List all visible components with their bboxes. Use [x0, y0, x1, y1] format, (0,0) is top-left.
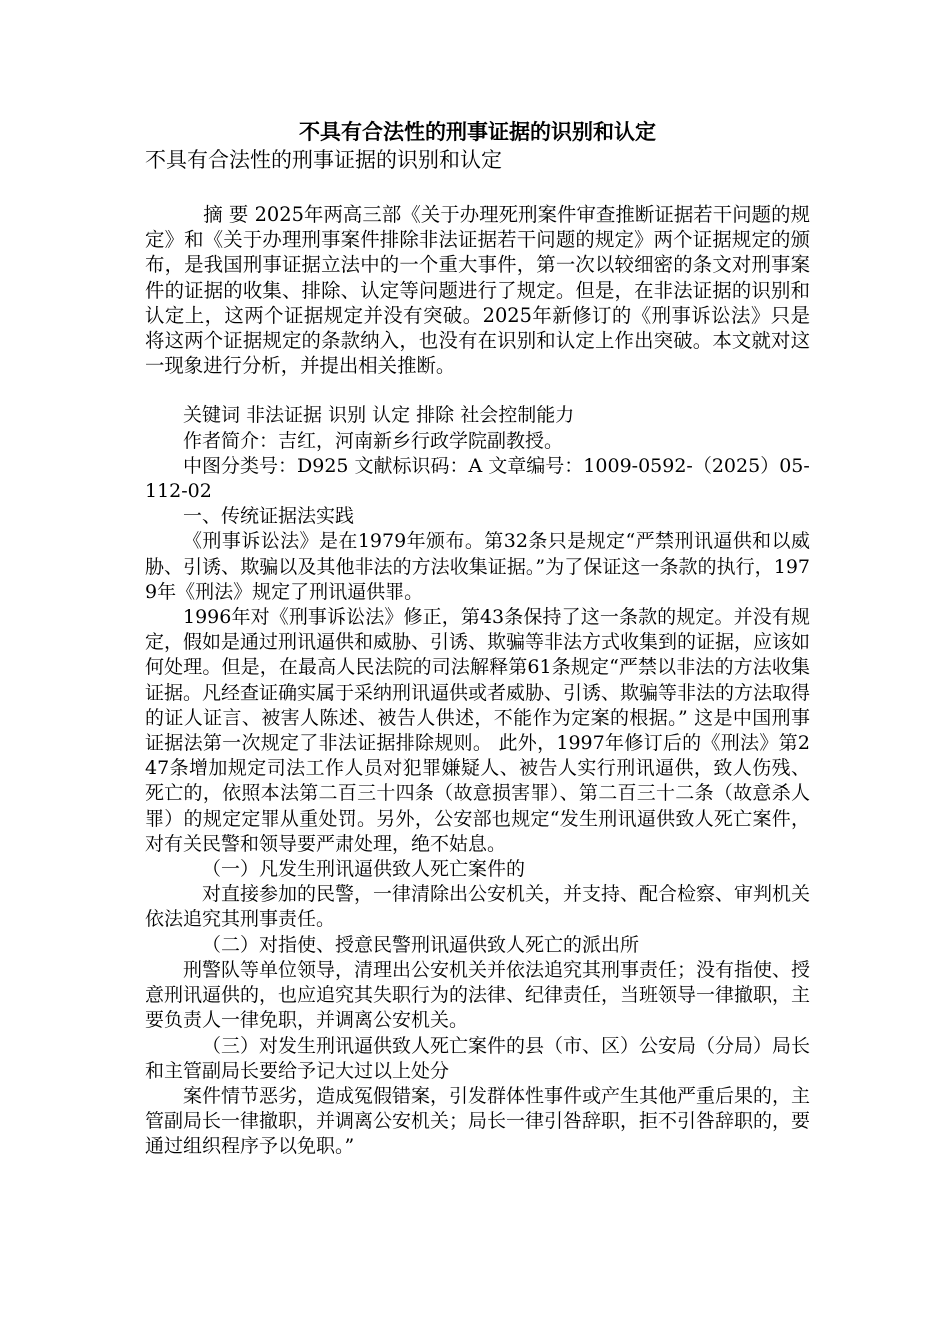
author-line: 作者简介：吉红，河南新乡行政学院副教授。 [183, 429, 564, 452]
section-heading: 一、传统证据法实践 [183, 505, 355, 528]
spacer [145, 174, 810, 202]
list-item-heading-3: （三）对发生刑讯逼供致人死亡案件的县（市、区）公安局（分局）局长和主管副局长要给予记大过以上处分 [145, 1034, 811, 1082]
list-item-heading-2: （二）对指使、授意民警刑讯逼供致人死亡的派出所 [202, 933, 640, 956]
classification-line: 中图分类号：D925 文献标识码：A 文章编号：1009-0592-（2025）05-112-02 [145, 454, 810, 503]
document-title: 不具有合法性的刑事证据的识别和认定 [299, 120, 656, 144]
spacer [145, 378, 810, 403]
list-item-body-2: 刑警队等单位领导，清理出公安机关并依法追究其刑事责任；没有指使、授意刑讯逼供的，也应追究其失职行为的法律、纪律责任，当班领导一律撤职，主要负责人一律免职，并调离公安机关。 [145, 958, 811, 1032]
body-paragraph-2: 1996年对《刑事诉讼法》修正，第43条保持了这一条款的规定。并没有规定，假如是通过刑讯逼供和威胁、引诱、欺骗等非法方式收集到的证据，应该如何处理。但是，在最高人民法院的司法解释第61条规定“严禁以非法的方法收集证据。凡经查证确实属于采纳刑讯逼供或者威胁、引诱、欺骗等非法的方法取得的证人证言、被害人陈述、被告人供述，不能作为定案的根据。” 这是中国刑事证据法第一次规定了非法证据排除规则。 此外，1997年修订后的《刑法》第247条增加规定司法工作人员对犯罪嫌疑人、被告人实行刑讯逼供，致人伤残、死亡的，依照本法第二百三十四条（故意损害罪）、第二百三十二条（故意杀人罪）的规定定罪从重处罚。另外，公安部也规定“发生刑讯逼供致人死亡案件，对有关民警和领导要严肃处理，绝不姑息。 [145, 606, 811, 855]
abstract-paragraph: 摘 要 2025年两高三部《关于办理死刑案件审查推断证据若干问题的规定》和《关于办理刑事案件排除非法证据若干问题的规定》两个证据规定的颁布，是我国刑事证据立法中的一个重大事件，第一次以较细密的条文对刑事案件的证据的收集、排除、认定等问题进行了规定。但是，在非法证据的识别和认定上，这两个证据规定并没有突破。2025年新修订的《刑事诉讼法》只是将这两个证据规定的条款纳入，也没有在识别和认定上作出突破。本文就对这一现象进行分析，并提出相关推断。 [145, 203, 810, 378]
list-item-body-1: 对直接参加的民警，一律清除出公安机关，并支持、配合检察、审判机关依法追究其刑事责任。 [145, 883, 811, 931]
keywords-line: 关键词 非法证据 识别 认定 排除 社会控制能力 [183, 404, 575, 427]
document-page [145, 118, 810, 1160]
body-paragraph-1: 《刑事诉讼法》是在1979年颁布。第32条只是规定“严禁刑讯逼供和以威胁、引诱、欺骗以及其他非法的方法收集证据。”为了保证这一条款的执行，1979年《刑法》规定了刑讯逼供罪。 [145, 530, 810, 603]
document-subtitle: 不具有合法性的刑事证据的识别和认定 [145, 148, 502, 172]
list-item-heading-1: （一）凡发生刑讯逼供致人死亡案件的 [202, 858, 526, 881]
list-item-body-3: 案件情节恶劣，造成冤假错案，引发群体性事件或产生其他严重后果的，主管副局长一律撤职，并调离公安机关；局长一律引咎辞职，拒不引咎辞职的，要通过组织程序予以免职。” [145, 1084, 811, 1158]
